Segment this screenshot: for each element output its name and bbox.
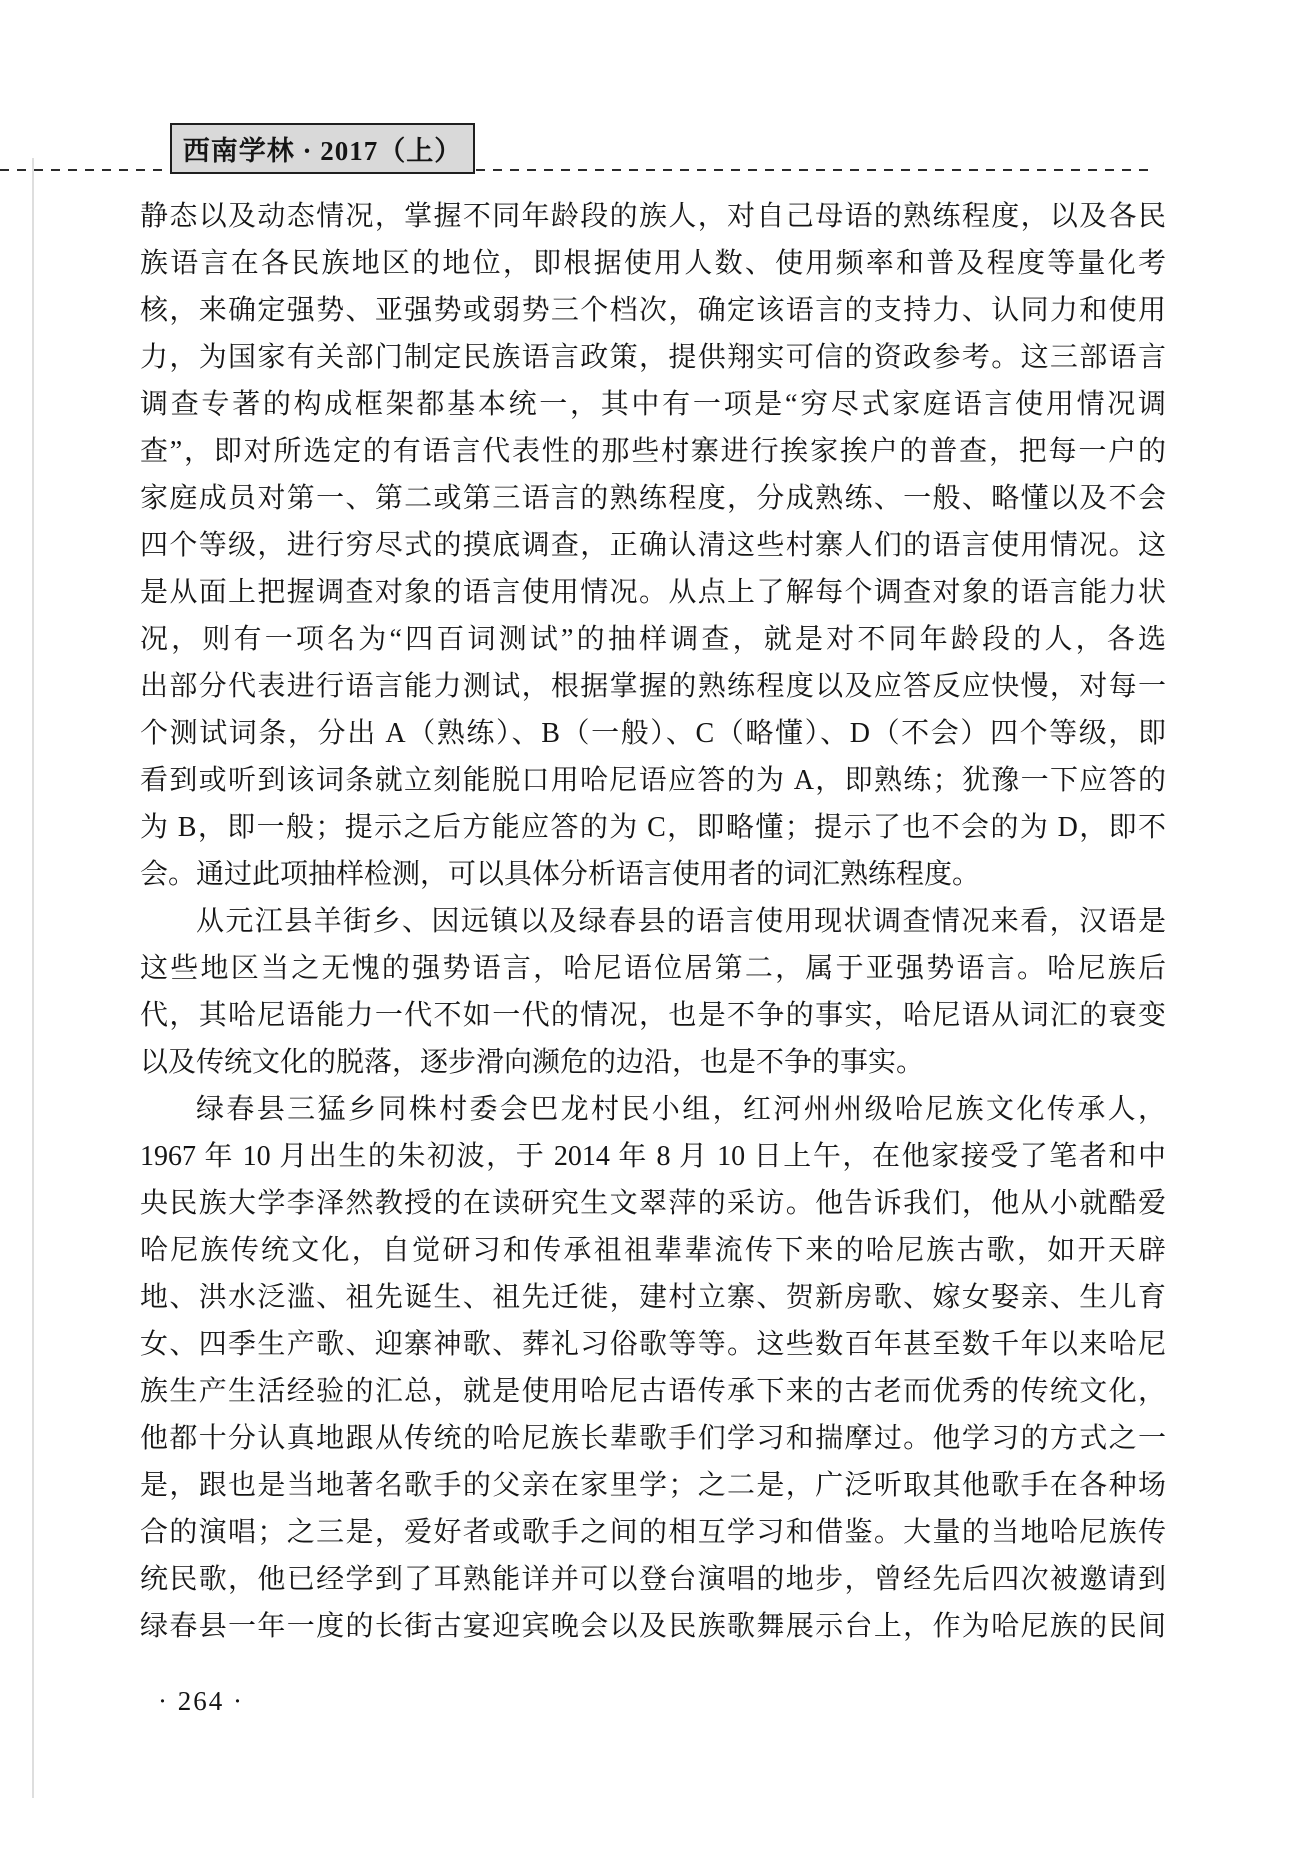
page-number: · 264 · [158, 1686, 244, 1716]
text-line: 会。通过此项抽样检测，可以具体分析语言使用者的词汇熟练程度。 [140, 859, 981, 890]
text-line: 央民族大学李泽然教授的在读研究生文翠萍的采访。他告诉我们，他从小就酷爱 [140, 1188, 1166, 1219]
text-line: 族生产生活经验的汇总，就是使用哈尼古语传承下来的古老而优秀的传统文化， [140, 1376, 1166, 1407]
text-line: 1967 年 10 月出生的朱初波，于 2014 年 8 月 10 日上午，在他家接受了笔者和中 [140, 1141, 1166, 1172]
text-line: 他都十分认真地跟从传统的哈尼族长辈歌手们学习和揣摩过。他学习的方式之一 [140, 1423, 1166, 1454]
text-line: 静态以及动态情况，掌握不同年龄段的族人，对自己母语的熟练程度，以及各民 [140, 201, 1166, 232]
text-line: 合的演唱；之三是，爱好者或歌手之间的相互学习和借鉴。大量的当地哈尼族传 [140, 1517, 1166, 1548]
text-line: 族语言在各民族地区的地位，即根据使用人数、使用频率和普及程度等量化考 [140, 248, 1166, 279]
text-line: 绿春县一年一度的长街古宴迎宾晚会以及民族歌舞展示台上，作为哈尼族的民间 [140, 1611, 1166, 1642]
text-line: 家庭成员对第一、第二或第三语言的熟练程度，分成熟练、一般、略懂以及不会 [140, 483, 1166, 514]
text-line: 绿春县三猛乡同株村委会巴龙村民小组，红河州州级哈尼族文化传承人， [196, 1094, 1166, 1125]
page-edge-line [32, 158, 34, 1798]
journal-title: 西南学林 · 2017（上） [182, 136, 463, 166]
text-line: 力，为国家有关部门制定民族语言政策，提供翔实可信的资政参考。这三部语言 [140, 342, 1166, 373]
text-line: 四个等级，进行穷尽式的摸底调查，正确认清这些村寨人们的语言使用情况。这 [140, 530, 1166, 561]
text-line: 地、洪水泛滥、祖先诞生、祖先迁徙，建村立寨、贺新房歌、嫁女娶亲、生儿育 [140, 1282, 1166, 1313]
text-line: 况，则有一项名为“四百词测试”的抽样调查，就是对不同年龄段的人，各选 [140, 624, 1166, 655]
text-line: 核，来确定强势、亚强势或弱势三个档次，确定该语言的支持力、认同力和使用 [140, 295, 1166, 326]
text-line: 女、四季生产歌、迎寨神歌、葬礼习俗歌等等。这些数百年甚至数千年以来哈尼 [140, 1329, 1166, 1360]
text-line: 出部分代表进行语言能力测试，根据掌握的熟练程度以及应答反应快慢，对每一 [140, 671, 1166, 702]
page-body [140, 193, 1166, 1650]
text-line: 以及传统文化的脱落，逐步滑向濒危的边沿，也是不争的事实。 [140, 1047, 925, 1078]
text-line: 看到或听到该词条就立刻能脱口用哈尼语应答的为 A，即熟练；犹豫一下应答的 [140, 765, 1166, 796]
text-line: 为 B，即一般；提示之后方能应答的为 C，即略懂；提示了也不会的为 D，即不 [140, 812, 1166, 843]
text-line: 是从面上把握调查对象的语言使用情况。从点上了解每个调查对象的语言能力状 [140, 577, 1166, 608]
text-line: 查”，即对所选定的有语言代表性的那些村寨进行挨家挨户的普查，把每一户的 [140, 436, 1166, 467]
text-line: 统民歌，他已经学到了耳熟能详并可以登台演唱的地步，曾经先后四次被邀请到 [140, 1564, 1166, 1595]
journal-header-badge [170, 123, 475, 174]
text-line: 是，跟也是当地著名歌手的父亲在家里学；之二是，广泛听取其他歌手在各种场 [140, 1470, 1166, 1501]
text-line: 从元江县羊街乡、因远镇以及绿春县的语言使用现状调查情况来看，汉语是 [196, 906, 1166, 937]
text-line: 这些地区当之无愧的强势语言，哈尼语位居第二，属于亚强势语言。哈尼族后 [140, 953, 1166, 984]
text-line: 哈尼族传统文化，自觉研习和传承祖祖辈辈流传下来的哈尼族古歌，如开天辟 [140, 1235, 1166, 1266]
text-line: 个测试词条，分出 A（熟练）、B（一般）、C（略懂）、D（不会）四个等级，即 [140, 718, 1166, 749]
text-line: 调查专著的构成框架都基本统一，其中有一项是“穷尽式家庭语言使用情况调 [140, 389, 1166, 420]
text-line: 代，其哈尼语能力一代不如一代的情况，也是不争的事实，哈尼语从词汇的衰变 [140, 1000, 1166, 1031]
